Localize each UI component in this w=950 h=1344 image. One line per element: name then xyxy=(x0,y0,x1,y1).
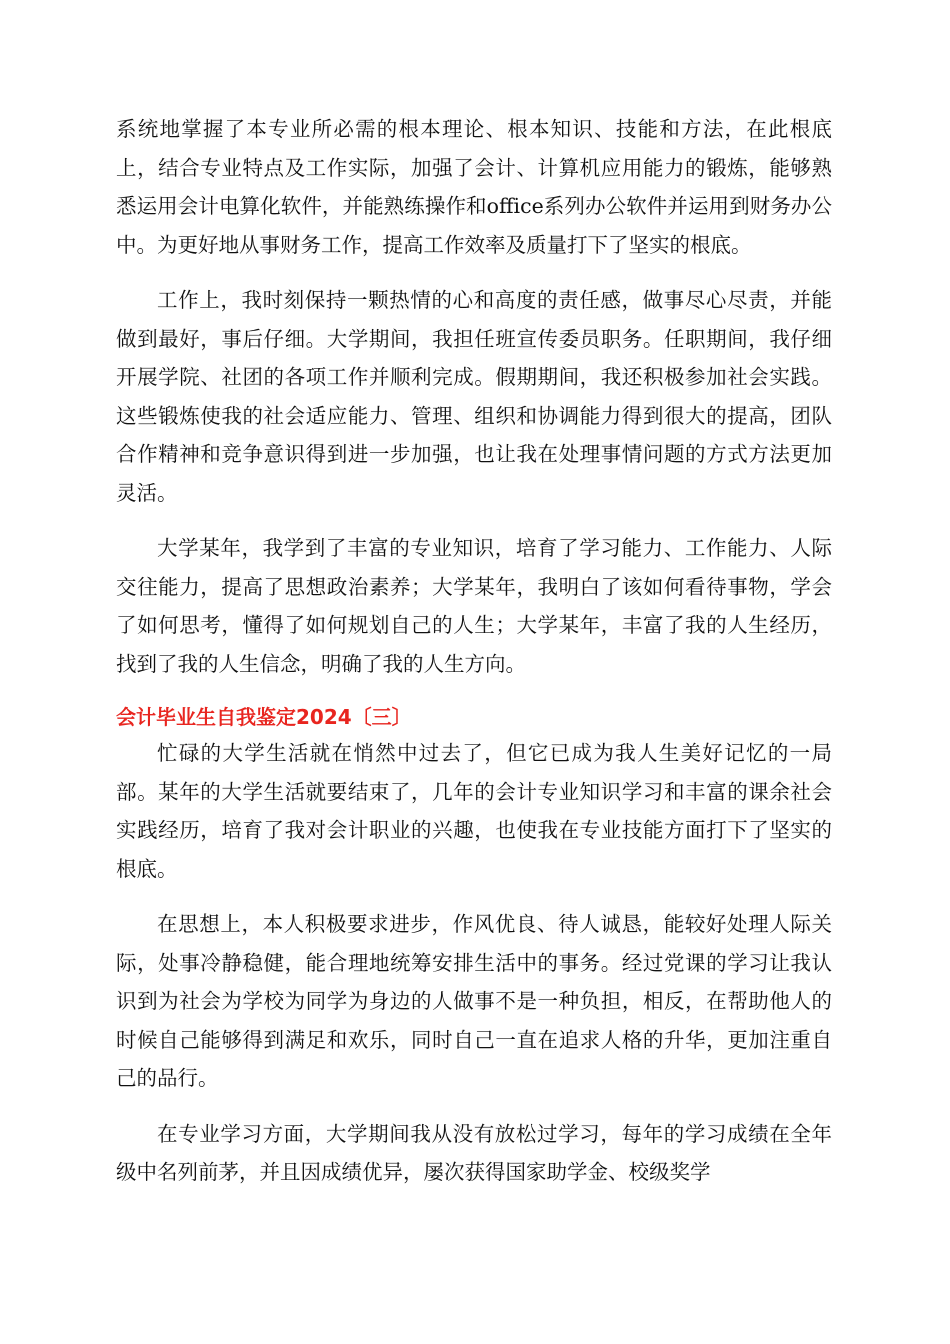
paragraph-3: 大学某年，我学到了丰富的专业知识，培育了学习能力、工作能力、人际交往能力，提高了思想政治素养；大学某年，我明白了该如何看待事物，学会了如何思考，懂得了如何规划自己的人生；大学某年，丰富了我的人生经历，找到了我的人生信念，明确了我的人生方向。 xyxy=(116,536,832,676)
document-page xyxy=(116,110,832,1209)
paragraph-4: 忙碌的大学生活就在悄然中过去了，但它已成为我人生美好记忆的一局部。某年的大学生活就要结束了，几年的会计专业知识学习和丰富的课余社会实践经历，培育了我对会计职业的兴趣，也使我在专业技能方面打下了坚实的根底。 xyxy=(116,741,832,881)
paragraph-2: 工作上，我时刻保持一颗热情的心和高度的责任感，做事尽心尽责，并能做到最好，事后仔细。大学期间，我担任班宣传委员职务。任职期间，我仔细开展学院、社团的各项工作并顺利完成。假期期间，我还积极参加社会实践。这些锻炼使我的社会适应能力、管理、组织和协调能力得到很大的提高，团队合作精神和竞争意识得到进一步加强，也让我在处理事情问题的方式方法更加灵活。 xyxy=(116,288,832,505)
paragraph-6: 在专业学习方面，大学期间我从没有放松过学习，每年的学习成绩在全年级中名列前茅，并且因成绩优异，屡次获得国家助学金、校级奖学 xyxy=(116,1121,832,1184)
section-heading: 会计毕业生自我鉴定2024〔三〕 xyxy=(116,705,412,729)
paragraph-1: 系统地掌握了本专业所必需的根本理论、根本知识、技能和方法，在此根底上，结合专业特点及工作实际，加强了会计、计算机应用能力的锻炼，能够熟悉运用会计电算化软件，并能熟练操作和office系列办公软件并运用到财务办公中。为更好地从事财务工作，提高工作效率及质量打下了坚实的根底。 xyxy=(116,117,832,257)
paragraph-5: 在思想上，本人积极要求进步，作风优良、待人诚恳，能较好处理人际关际，处事冷静稳健，能合理地统筹安排生活中的事务。经过党课的学习让我认识到为社会为学校为同学为身边的人做事不是一种负担，相反，在帮助他人的时候自己能够得到满足和欢乐，同时自己一直在追求人格的升华，更加注重自己的品行。 xyxy=(116,912,832,1090)
